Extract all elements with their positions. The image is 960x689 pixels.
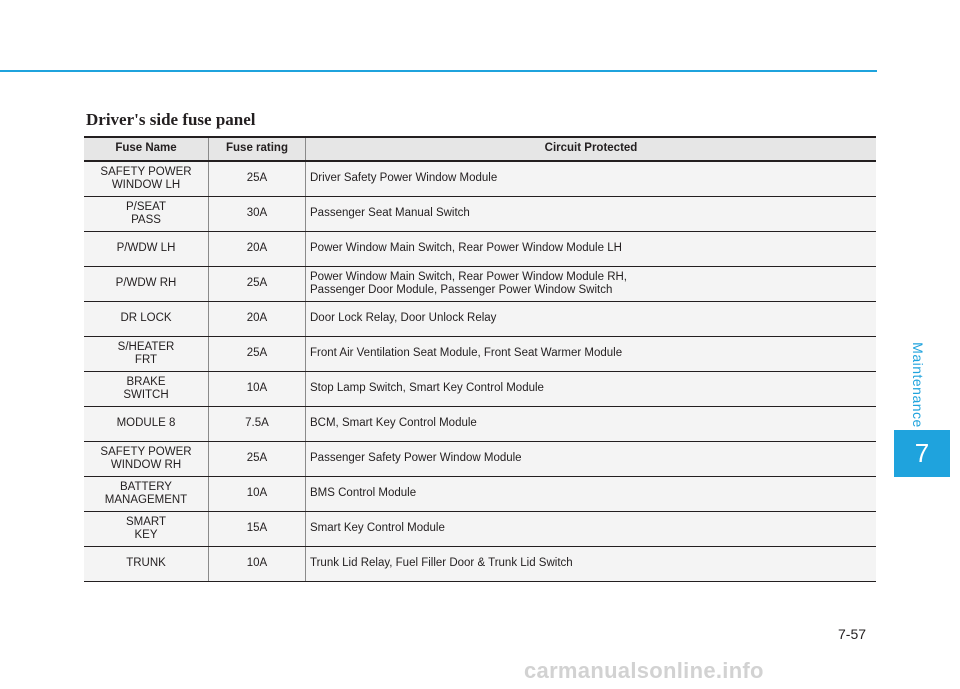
table-row — [84, 407, 876, 442]
circuit-protected-cell: BCM, Smart Key Control Module — [306, 407, 877, 442]
fuse-rating-cell: 10A — [209, 372, 306, 407]
fuse-name-cell: SAFETY POWER WINDOW LH — [84, 161, 209, 197]
table-row — [84, 267, 876, 302]
watermark: carmanualsonline.info — [524, 658, 764, 683]
circuit-protected-cell: Passenger Safety Power Window Module — [306, 442, 877, 477]
fuse-rating-cell: 30A — [209, 197, 306, 232]
fuse-name-cell: P/WDW LH — [84, 232, 209, 267]
fuse-rating-cell: 20A — [209, 232, 306, 267]
fuse-rating-cell: 20A — [209, 302, 306, 337]
fuse-rating-cell: 7.5A — [209, 407, 306, 442]
section-title: Driver's side fuse panel — [86, 110, 256, 129]
column-header-fuse-name: Fuse Name — [84, 137, 209, 161]
fuse-name-cell: P/WDW RH — [84, 267, 209, 302]
table-row — [84, 302, 876, 337]
fuse-name-cell: DR LOCK — [84, 302, 209, 337]
fuse-table — [84, 136, 876, 582]
table-row — [84, 547, 876, 582]
circuit-protected-cell: Driver Safety Power Window Module — [306, 161, 877, 197]
fuse-name-cell: S/HEATER FRT — [84, 337, 209, 372]
table-row — [84, 442, 876, 477]
fuse-rating-cell: 25A — [209, 442, 306, 477]
fuse-name-cell: MODULE 8 — [84, 407, 209, 442]
fuse-rating-cell: 15A — [209, 512, 306, 547]
fuse-rating-cell: 25A — [209, 267, 306, 302]
table-row — [84, 161, 876, 197]
column-header-fuse-rating: Fuse rating — [209, 137, 306, 161]
fuse-rating-cell: 25A — [209, 161, 306, 197]
fuse-table-body — [84, 161, 876, 582]
table-header-row — [84, 137, 876, 161]
table-row — [84, 337, 876, 372]
page-number: 7-57 — [838, 626, 867, 642]
circuit-protected-cell: Stop Lamp Switch, Smart Key Control Module — [306, 372, 877, 407]
column-header-circuit-protected: Circuit Protected — [306, 137, 877, 161]
circuit-protected-cell: BMS Control Module — [306, 477, 877, 512]
circuit-protected-cell: Passenger Seat Manual Switch — [306, 197, 877, 232]
fuse-name-cell: TRUNK — [84, 547, 209, 582]
table-row — [84, 477, 876, 512]
fuse-name-cell: BATTERY MANAGEMENT — [84, 477, 209, 512]
circuit-protected-cell: Power Window Main Switch, Rear Power Window Module RH, Passenger Door Module, Passenger Power Window Switch — [306, 267, 877, 302]
circuit-protected-cell: Smart Key Control Module — [306, 512, 877, 547]
top-divider — [0, 70, 877, 72]
chapter-number-badge: 7 — [894, 430, 950, 477]
table-row — [84, 372, 876, 407]
fuse-rating-cell: 10A — [209, 477, 306, 512]
table-row — [84, 512, 876, 547]
fuse-rating-cell: 10A — [209, 547, 306, 582]
fuse-name-cell: P/SEAT PASS — [84, 197, 209, 232]
fuse-rating-cell: 25A — [209, 337, 306, 372]
fuse-name-cell: BRAKE SWITCH — [84, 372, 209, 407]
circuit-protected-cell: Front Air Ventilation Seat Module, Front Seat Warmer Module — [306, 337, 877, 372]
table-row — [84, 197, 876, 232]
fuse-name-cell: SAFETY POWER WINDOW RH — [84, 442, 209, 477]
side-tab-label: Maintenance — [910, 342, 927, 428]
table-row — [84, 232, 876, 267]
side-tab — [890, 340, 946, 430]
circuit-protected-cell: Trunk Lid Relay, Fuel Filler Door & Trunk Lid Switch — [306, 547, 877, 582]
fuse-name-cell: SMART KEY — [84, 512, 209, 547]
circuit-protected-cell: Door Lock Relay, Door Unlock Relay — [306, 302, 877, 337]
circuit-protected-cell: Power Window Main Switch, Rear Power Window Module LH — [306, 232, 877, 267]
